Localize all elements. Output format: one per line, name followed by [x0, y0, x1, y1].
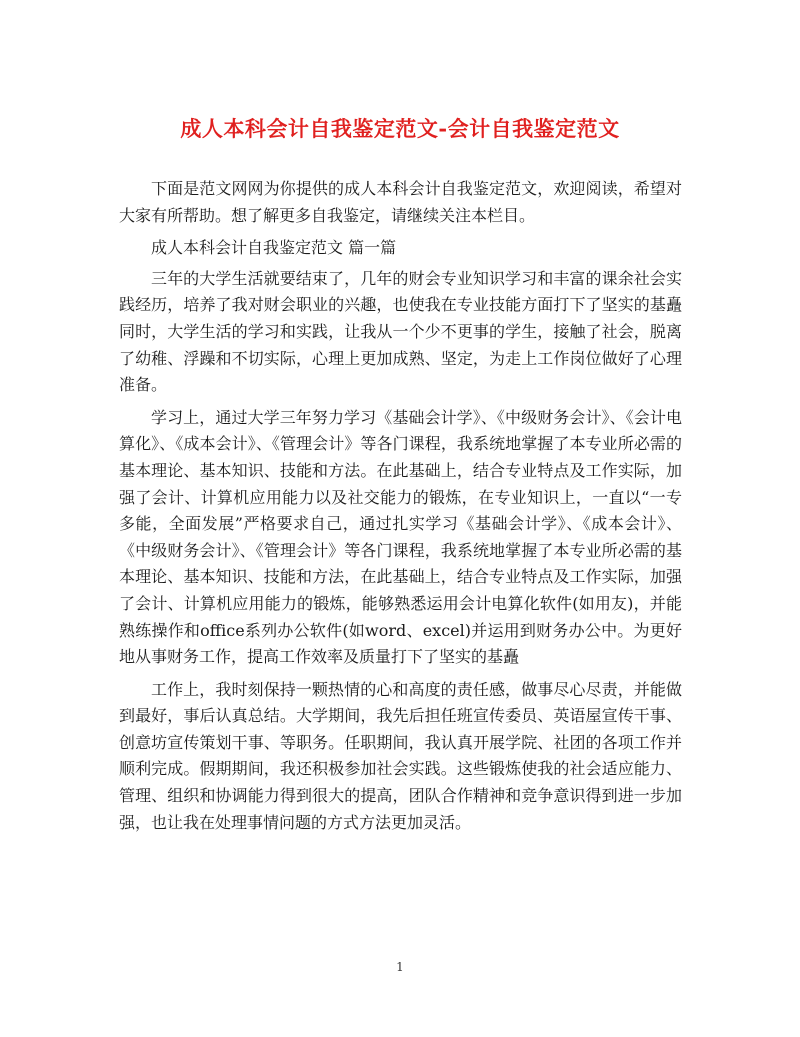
- page-number: 1: [396, 960, 404, 974]
- intro-paragraph: 下面是范文网网为你提供的成人本科会计自我鉴定范文，欢迎阅读，希望对大家有所帮助。想了解更多自我鉴定，请继续关注本栏目。: [119, 179, 682, 225]
- section-heading: 成人本科会计自我鉴定范文 篇一篇: [151, 238, 397, 258]
- body-paragraph: 学习上，通过大学三年努力学习《基础会计学》、《中级财务会计》、《会计电算化》、《成本会计》、《管理会计》等各门课程，我系统地掌握了本专业所必需的基本理论、基本知识、技能和方法。在此基础上，结合专业特点及工作实际，加强了会计、计算机应用能力以及社交能力的锻炼，在专业知识上，一直以“一专多能，全面发展”严格要求自己，通过扎实学习《基础会计学》、《成本会计》、《中级财务会计》、《管理会计》等各门课程，我系统地掌握了本专业所必需的基本理论、基本知识、技能和方法，在此基础上，结合专业特点及工作实际，加强了会计、计算机应用能力的锻炼，能够熟悉运用会计电算化软件(如用友)，并能熟练操作和office系列办公软件(如word、excel)并运用到财务办公中。为更好地从事财务工作，提高工作效率及质量打下了坚实的基矗: [119, 407, 682, 667]
- body-paragraph: 工作上，我时刻保持一颗热情的心和高度的责任感，做事尽心尽责，并能做到最好，事后认真总结。大学期间，我先后担任班宣传委员、英语屋宣传干事、创意坊宣传策划干事、等职务。任职期间，我认真开展学院、社团的各项工作并顺利完成。假期期间，我还积极参加社会实践。这些锻炼使我的社会适应能力、管理、组织和协调能力得到很大的提高，团队合作精神和竞争意识得到进一步加强，也让我在处理事情问题的方式方法更加灵活。: [119, 679, 682, 832]
- document-body: [119, 176, 682, 842]
- body-paragraph: 三年的大学生活就要结束了，几年的财会专业知识学习和丰富的课余社会实践经历，培养了我对财会职业的兴趣，也使我在专业技能方面打下了坚实的基矗同时，大学生活的学习和实践，让我从一个少不更事的学生，接触了社会，脱离了幼稚、浮躁和不切实际，心理上更加成熟、坚定，为走上工作岗位做好了心理准备。: [119, 268, 682, 395]
- document-title: 成人本科会计自我鉴定范文-会计自我鉴定范文: [180, 116, 620, 141]
